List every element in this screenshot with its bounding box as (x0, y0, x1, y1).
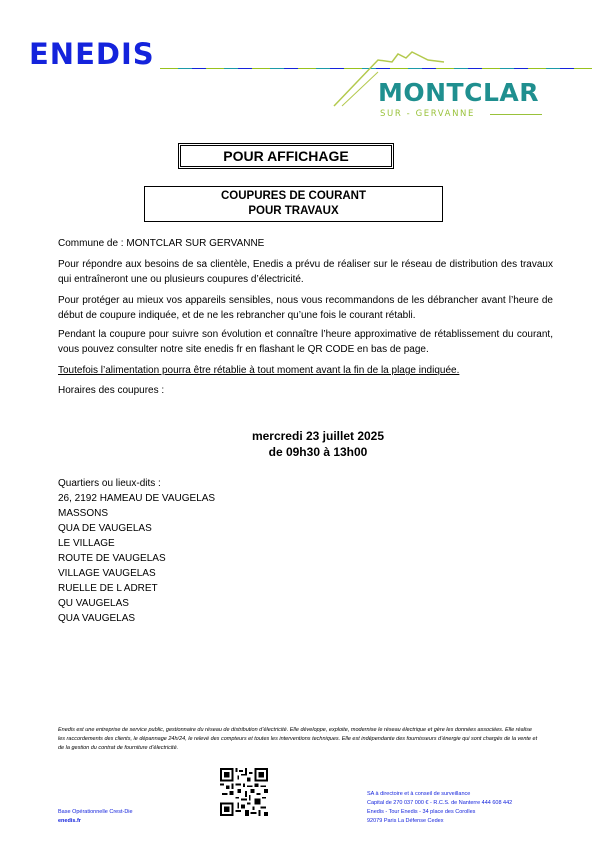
list-item: QU VAUGELAS (58, 598, 129, 609)
schedule-time: de 09h30 à 13h00 (268, 445, 368, 459)
paragraph-warning: Toutefois l’alimentation pourra être rétablie à tout moment avant la fin de la plage indiquée. (58, 365, 460, 376)
coupures-title-box (144, 186, 443, 222)
list-item: LE VILLAGE (58, 538, 115, 549)
coupures-title-line1: COUPURES DE COURANT (220, 190, 367, 202)
enedis-logo (29, 37, 155, 71)
footer-website-link[interactable]: enedis.fr (58, 818, 81, 824)
paragraph-qr-info: Pendant la coupure pour suivre son évolution et connaître l’heure approximative de rétablissement du courant, vous pouvez consulter notre site enedis fr en flashant le QR CODE en bas de page. (58, 329, 553, 355)
montclar-logo (332, 48, 562, 128)
qr-code-icon[interactable] (220, 768, 268, 816)
lieux-list (58, 491, 215, 626)
footer-left (58, 808, 133, 826)
list-item: ROUTE DE VAUGELAS (58, 553, 166, 564)
footer-capital: Capital de 270 037 000 € - R.C.S. de Nanterre 444 608 442 (367, 800, 513, 806)
list-item: RUELLE DE L ADRET (58, 583, 158, 594)
enedis-logo-text: ENEDIS (29, 37, 155, 71)
horaires-heading: Horaires des coupures : (58, 385, 165, 396)
list-item: MASSONS (58, 508, 109, 519)
list-item: QUA VAUGELAS (58, 613, 136, 624)
paragraph-recommendation: Pour protéger au mieux vos appareils sensibles, nous vous recommandons de les débrancher avant l’heure de début de coupure indiquée, et de ne les rebrancher qu’une fois le courant rétabli. (58, 295, 553, 321)
schedule-block (58, 428, 578, 460)
footer-address-line1: Enedis - Tour Enedis - 34 place des Corolles (367, 809, 476, 815)
montclar-subtitle: SUR - GERVANNE (380, 109, 475, 119)
coupures-title-line2: POUR TRAVAUX (248, 205, 339, 217)
lieux-heading: Quartiers ou lieux-dits : (58, 478, 161, 489)
schedule-date: mercredi 23 juillet 2025 (251, 429, 385, 443)
footer-company-type: SA à directoire et à conseil de surveillance (367, 791, 471, 797)
lieux-section (58, 476, 215, 626)
footer-legal-note: Enedis est une entreprise de service public, gestionnaire du réseau de distribution d’électricité. Elle développe, exploite, modernise le réseau électrique et gère les données associées. Elle réalise les raccordements des clients, le dépannage 24h/24, le relevé des compteurs et toutes les interventions techniques. Elle est indépendante des fournisseurs d’énergie qui sont chargés de la vente et de la gestion du contrat de fourniture d’électricité. (58, 727, 538, 751)
montclar-sub-divider (490, 114, 542, 115)
montclar-name: MONTCLAR (378, 78, 539, 107)
pour-affichage-box (178, 143, 394, 169)
list-item: VILLAGE VAUGELAS (58, 568, 156, 579)
footer-base-operationnelle: Base Opérationnelle Crest-Die (58, 809, 133, 815)
list-item: 26, 2192 HAMEAU DE VAUGELAS (58, 493, 216, 504)
footer-address-line2: 92079 Paris La Défense Cedex (367, 818, 444, 824)
list-item: QUA DE VAUGELAS (58, 523, 152, 534)
footer-right (367, 790, 512, 826)
pour-affichage-label: POUR AFFICHAGE (223, 148, 349, 164)
paragraph-intro: Pour répondre aux besoins de sa clientèle, Enedis a prévu de réaliser sur le réseau de distribution des travaux qui entraîneront une ou plusieurs coupures d’électricité. (58, 259, 553, 285)
commune-line: Commune de : MONTCLAR SUR GERVANNE (58, 238, 265, 249)
